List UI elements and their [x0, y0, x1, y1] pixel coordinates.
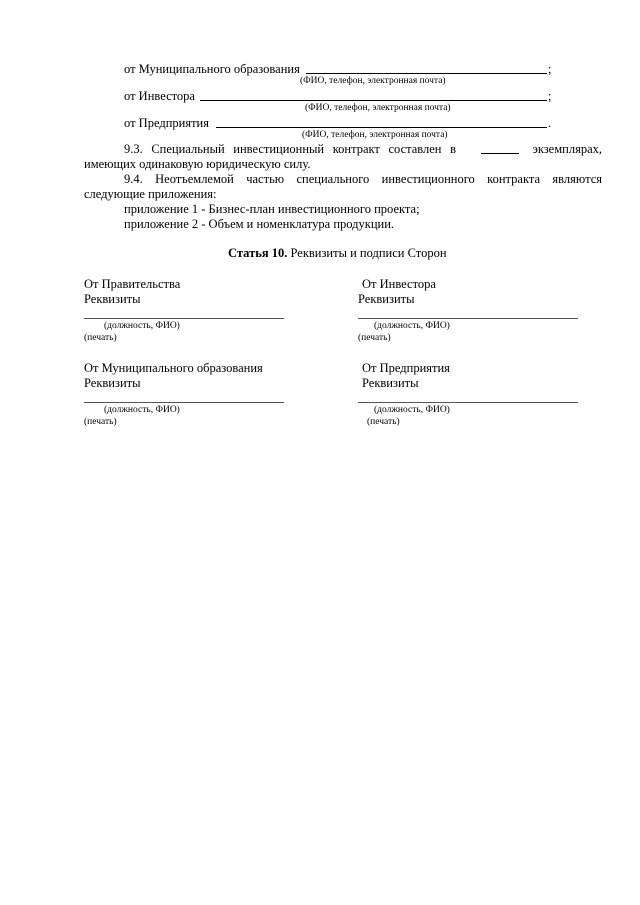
signature-investor-seal: (печать): [358, 333, 391, 343]
signature-municipal-position-caption: (должность, ФИО): [104, 405, 180, 415]
signature-municipal-requisites: Реквизиты: [84, 376, 141, 390]
article-heading: [228, 246, 447, 260]
copies-count-field-line: [481, 153, 519, 154]
enterprise-contact-label: от Предприятия: [124, 116, 209, 130]
signature-municipal-seal: (печать): [84, 417, 117, 427]
signature-investor-position-caption: (должность, ФИО): [374, 321, 450, 331]
enterprise-contact-period: .: [548, 116, 552, 130]
clause-9-4-line2: следующие приложения:: [84, 187, 217, 201]
municipal-contact-field-line: [306, 73, 547, 74]
municipal-contact-label: от Муниципального образования: [124, 62, 300, 76]
article-number: Статья 10.: [228, 246, 288, 260]
signature-enterprise-requisites: Реквизиты: [362, 376, 419, 390]
appendix-1: приложение 1 - Бизнес-план инвестиционного проекта;: [124, 202, 420, 216]
signature-investor-label: От Инвестора: [362, 277, 436, 291]
investor-contact-semicolon: ;: [548, 89, 552, 103]
signature-government-requisites: Реквизиты: [84, 292, 141, 306]
enterprise-contact-field-line: [216, 127, 547, 128]
municipal-contact-caption: (ФИО, телефон, электронная почта): [300, 76, 446, 86]
signature-government-seal: (печать): [84, 333, 117, 343]
enterprise-contact-caption: (ФИО, телефон, электронная почта): [302, 130, 448, 140]
signature-municipal-label: От Муниципального образования: [84, 361, 263, 375]
signature-government-position-caption: (должность, ФИО): [104, 321, 180, 331]
signature-government-line: [84, 318, 284, 319]
investor-contact-field-line: [200, 100, 547, 101]
article-title: Реквизиты и подписи Сторон: [290, 246, 447, 260]
signature-government-label: От Правительства: [84, 277, 181, 291]
clause-9-3-line1-left: 9.3. Специальный инвестиционный контракт составлен в: [124, 142, 456, 156]
investor-contact-caption: (ФИО, телефон, электронная почта): [305, 103, 451, 113]
clause-9-4-line1: 9.4. Неотъемлемой частью специального инвестиционного контракта являются: [124, 172, 602, 186]
signature-enterprise-line: [358, 402, 578, 403]
signature-investor-requisites: Реквизиты: [358, 292, 415, 306]
clause-9-3-line1-right: экземплярах,: [532, 142, 602, 156]
signature-investor-line: [358, 318, 578, 319]
investor-contact-label: от Инвестора: [124, 89, 195, 103]
signature-enterprise-label: От Предприятия: [362, 361, 450, 375]
municipal-contact-semicolon: ;: [548, 62, 552, 76]
signature-enterprise-position-caption: (должность, ФИО): [374, 405, 450, 415]
clause-9-3-line2: имеющих одинаковую юридическую силу.: [84, 157, 311, 171]
signature-municipal-line: [84, 402, 284, 403]
appendix-2: приложение 2 - Объем и номенклатура продукции.: [124, 217, 395, 231]
signature-enterprise-seal: (печать): [367, 417, 400, 427]
